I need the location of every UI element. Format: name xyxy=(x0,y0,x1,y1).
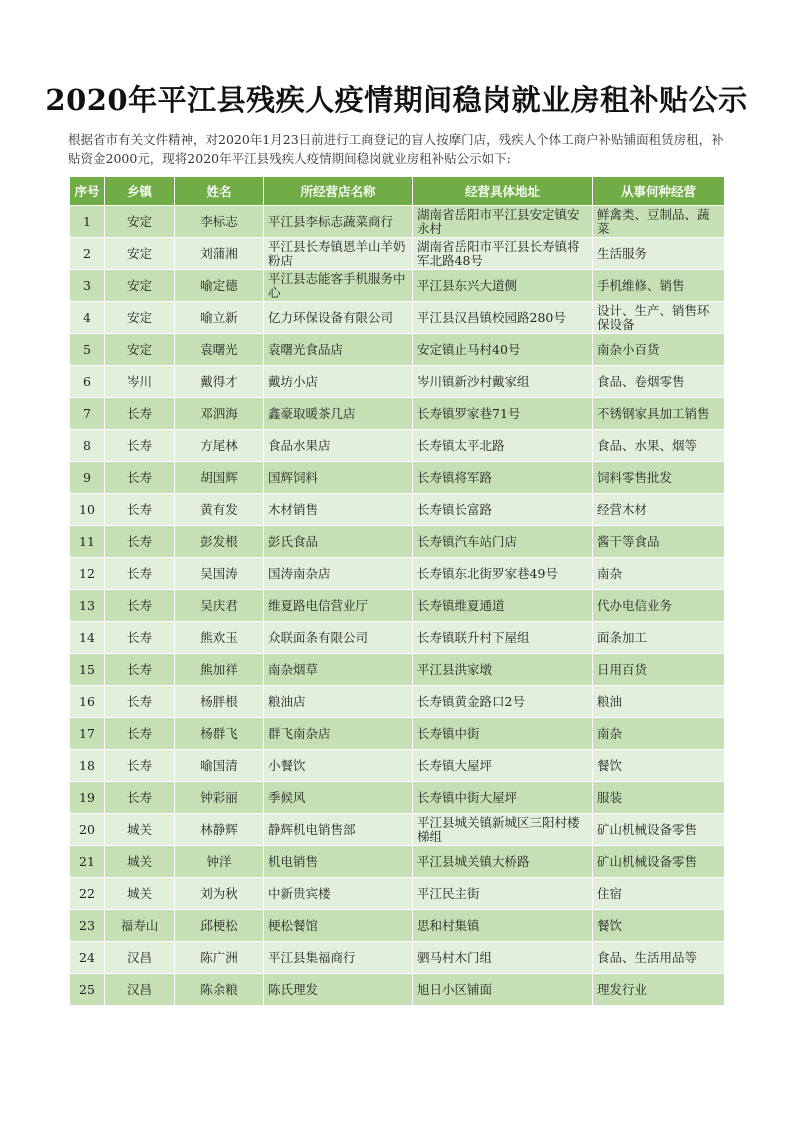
cell-address: 平江县洪家墩 xyxy=(413,654,593,686)
cell-township: 福寿山 xyxy=(105,910,175,942)
table-row xyxy=(70,590,725,622)
col-header-address: 经营具体地址 xyxy=(413,177,593,206)
cell-township: 长寿 xyxy=(105,750,175,782)
cell-store: 梗松餐馆 xyxy=(264,910,413,942)
cell-address: 长寿镇长富路 xyxy=(413,494,593,526)
cell-business: 食品、卷烟零售 xyxy=(593,366,725,398)
cell-township: 城关 xyxy=(105,878,175,910)
cell-index: 23 xyxy=(70,910,105,942)
cell-index: 25 xyxy=(70,974,105,1006)
cell-name: 熊加祥 xyxy=(175,654,264,686)
cell-name: 戴得才 xyxy=(175,366,264,398)
cell-address: 思和村集镇 xyxy=(413,910,593,942)
cell-business: 南杂 xyxy=(593,718,725,750)
cell-business: 饲料零售批发 xyxy=(593,462,725,494)
table-row xyxy=(70,846,725,878)
cell-name: 刘蒲湘 xyxy=(175,238,264,270)
cell-store: 亿力环保设备有限公司 xyxy=(264,302,413,334)
cell-address: 长寿镇东北街罗家巷49号 xyxy=(413,558,593,590)
cell-business: 面条加工 xyxy=(593,622,725,654)
table-row xyxy=(70,526,725,558)
header-row xyxy=(70,177,725,206)
page-title: 2020年平江县残疾人疫情期间稳岗就业房租补贴公示 xyxy=(45,83,748,117)
cell-address: 安定镇止马村40号 xyxy=(413,334,593,366)
cell-address: 平江县城关镇新城区三阳村楼梯组 xyxy=(413,814,593,846)
table-row xyxy=(70,558,725,590)
cell-index: 10 xyxy=(70,494,105,526)
subsidy-table xyxy=(69,176,725,1006)
cell-store: 彭氏食品 xyxy=(264,526,413,558)
cell-name: 黄有发 xyxy=(175,494,264,526)
cell-address: 长寿镇维夏通道 xyxy=(413,590,593,622)
cell-business: 代办电信业务 xyxy=(593,590,725,622)
cell-address: 湖南省岳阳市平江县长寿镇将军北路48号 xyxy=(413,238,593,270)
cell-name: 邓泗海 xyxy=(175,398,264,430)
cell-name: 袁曙光 xyxy=(175,334,264,366)
table-row xyxy=(70,910,725,942)
cell-township: 长寿 xyxy=(105,558,175,590)
cell-township: 安定 xyxy=(105,270,175,302)
cell-township: 岑川 xyxy=(105,366,175,398)
cell-address: 驷马村木门组 xyxy=(413,942,593,974)
cell-business: 餐饮 xyxy=(593,910,725,942)
cell-business: 经营木材 xyxy=(593,494,725,526)
cell-address: 长寿镇联升村下屋组 xyxy=(413,622,593,654)
cell-index: 2 xyxy=(70,238,105,270)
cell-township: 长寿 xyxy=(105,462,175,494)
cell-index: 18 xyxy=(70,750,105,782)
table-row xyxy=(70,430,725,462)
cell-store: 南杂烟草 xyxy=(264,654,413,686)
cell-name: 陈余粮 xyxy=(175,974,264,1006)
cell-name: 邱梗松 xyxy=(175,910,264,942)
cell-township: 长寿 xyxy=(105,430,175,462)
cell-store: 群飞南杂店 xyxy=(264,718,413,750)
cell-address: 长寿镇大屋坪 xyxy=(413,750,593,782)
cell-index: 21 xyxy=(70,846,105,878)
cell-store: 陈氏理发 xyxy=(264,974,413,1006)
cell-business: 矿山机械设备零售 xyxy=(593,846,725,878)
cell-index: 3 xyxy=(70,270,105,302)
cell-address: 平江民主街 xyxy=(413,878,593,910)
cell-store: 木材销售 xyxy=(264,494,413,526)
cell-business: 餐饮 xyxy=(593,750,725,782)
cell-index: 22 xyxy=(70,878,105,910)
cell-township: 汉昌 xyxy=(105,942,175,974)
cell-address: 湖南省岳阳市平江县安定镇安永村 xyxy=(413,206,593,238)
cell-name: 杨群飞 xyxy=(175,718,264,750)
cell-address: 长寿镇罗家巷71号 xyxy=(413,398,593,430)
cell-business: 粮油 xyxy=(593,686,725,718)
cell-index: 7 xyxy=(70,398,105,430)
cell-township: 长寿 xyxy=(105,718,175,750)
table-row xyxy=(70,654,725,686)
cell-business: 理发行业 xyxy=(593,974,725,1006)
table-row xyxy=(70,398,725,430)
cell-name: 喻立新 xyxy=(175,302,264,334)
cell-address: 旭日小区铺面 xyxy=(413,974,593,1006)
cell-township: 安定 xyxy=(105,302,175,334)
table-row xyxy=(70,782,725,814)
cell-business: 南杂小百货 xyxy=(593,334,725,366)
cell-business: 食品、生活用品等 xyxy=(593,942,725,974)
cell-index: 8 xyxy=(70,430,105,462)
cell-store: 食品水果店 xyxy=(264,430,413,462)
col-header-township: 乡镇 xyxy=(105,177,175,206)
cell-store: 静辉机电销售部 xyxy=(264,814,413,846)
cell-business: 服装 xyxy=(593,782,725,814)
cell-business: 日用百货 xyxy=(593,654,725,686)
cell-index: 19 xyxy=(70,782,105,814)
cell-township: 安定 xyxy=(105,206,175,238)
table-row xyxy=(70,334,725,366)
cell-township: 安定 xyxy=(105,238,175,270)
cell-name: 林静辉 xyxy=(175,814,264,846)
cell-store: 平江县集福商行 xyxy=(264,942,413,974)
cell-name: 陈广洲 xyxy=(175,942,264,974)
cell-address: 平江县城关镇大桥路 xyxy=(413,846,593,878)
cell-township: 长寿 xyxy=(105,782,175,814)
cell-index: 16 xyxy=(70,686,105,718)
cell-name: 胡国辉 xyxy=(175,462,264,494)
cell-store: 平江县长寿镇恩羊山羊奶粉店 xyxy=(264,238,413,270)
cell-name: 熊欢玉 xyxy=(175,622,264,654)
cell-business: 不锈钢家具加工销售 xyxy=(593,398,725,430)
table-row xyxy=(70,942,725,974)
cell-name: 吴庆君 xyxy=(175,590,264,622)
cell-store: 小餐饮 xyxy=(264,750,413,782)
col-header-name: 姓名 xyxy=(175,177,264,206)
table-row xyxy=(70,750,725,782)
cell-name: 钟彩丽 xyxy=(175,782,264,814)
cell-township: 汉昌 xyxy=(105,974,175,1006)
cell-township: 长寿 xyxy=(105,494,175,526)
cell-index: 17 xyxy=(70,718,105,750)
col-header-index: 序号 xyxy=(70,177,105,206)
table-row xyxy=(70,686,725,718)
cell-store: 季候风 xyxy=(264,782,413,814)
table-header xyxy=(70,177,725,206)
cell-address: 长寿镇太平北路 xyxy=(413,430,593,462)
table-row xyxy=(70,974,725,1006)
table-row xyxy=(70,302,725,334)
cell-business: 矿山机械设备零售 xyxy=(593,814,725,846)
cell-township: 长寿 xyxy=(105,590,175,622)
cell-name: 钟洋 xyxy=(175,846,264,878)
cell-township: 长寿 xyxy=(105,622,175,654)
intro-paragraph: 根据省市有关文件精神，对2020年1月23日前进行工商登记的盲人按摩门店，残疾人个体工商户补贴铺面租赁房租，补贴资金2000元，现将2020年平江县残疾人疫情期间稳岗就业房租补贴公示如下: xyxy=(68,132,724,166)
cell-index: 13 xyxy=(70,590,105,622)
cell-store: 维夏路电信营业厅 xyxy=(264,590,413,622)
cell-index: 24 xyxy=(70,942,105,974)
cell-township: 长寿 xyxy=(105,526,175,558)
cell-name: 杨胖根 xyxy=(175,686,264,718)
table-row xyxy=(70,718,725,750)
cell-name: 吴国涛 xyxy=(175,558,264,590)
cell-township: 长寿 xyxy=(105,398,175,430)
cell-name: 喻国清 xyxy=(175,750,264,782)
cell-address: 平江县汉昌镇校园路280号 xyxy=(413,302,593,334)
cell-store: 鑫豪取暖茶几店 xyxy=(264,398,413,430)
cell-name: 李标志 xyxy=(175,206,264,238)
cell-address: 长寿镇中街 xyxy=(413,718,593,750)
cell-name: 刘为秋 xyxy=(175,878,264,910)
cell-store: 戴坊小店 xyxy=(264,366,413,398)
cell-index: 11 xyxy=(70,526,105,558)
cell-store: 粮油店 xyxy=(264,686,413,718)
table-row xyxy=(70,366,725,398)
cell-index: 12 xyxy=(70,558,105,590)
cell-township: 长寿 xyxy=(105,654,175,686)
cell-index: 15 xyxy=(70,654,105,686)
cell-business: 南杂 xyxy=(593,558,725,590)
cell-name: 彭发根 xyxy=(175,526,264,558)
cell-township: 长寿 xyxy=(105,686,175,718)
cell-index: 14 xyxy=(70,622,105,654)
cell-business: 食品、水果、烟等 xyxy=(593,430,725,462)
cell-address: 长寿镇中街大屋坪 xyxy=(413,782,593,814)
col-header-business: 从事何种经营 xyxy=(593,177,725,206)
table-row xyxy=(70,494,725,526)
table-row xyxy=(70,878,725,910)
cell-store: 中新贵宾楼 xyxy=(264,878,413,910)
cell-index: 20 xyxy=(70,814,105,846)
cell-business: 手机维修、销售 xyxy=(593,270,725,302)
table-row xyxy=(70,238,725,270)
table-body xyxy=(70,206,725,1006)
cell-name: 喻定德 xyxy=(175,270,264,302)
cell-address: 岑川镇新沙村戴家组 xyxy=(413,366,593,398)
cell-address: 长寿镇将军路 xyxy=(413,462,593,494)
cell-address: 长寿镇黄金路口2号 xyxy=(413,686,593,718)
table-row xyxy=(70,814,725,846)
cell-index: 5 xyxy=(70,334,105,366)
cell-store: 平江县志能客手机服务中心 xyxy=(264,270,413,302)
cell-store: 国辉饲料 xyxy=(264,462,413,494)
cell-address: 平江县东兴大道侧 xyxy=(413,270,593,302)
cell-store: 众联面条有限公司 xyxy=(264,622,413,654)
table-row xyxy=(70,622,725,654)
cell-business: 生活服务 xyxy=(593,238,725,270)
cell-township: 安定 xyxy=(105,334,175,366)
cell-business: 住宿 xyxy=(593,878,725,910)
cell-index: 9 xyxy=(70,462,105,494)
cell-index: 1 xyxy=(70,206,105,238)
table-row xyxy=(70,462,725,494)
cell-store: 国涛南杂店 xyxy=(264,558,413,590)
cell-store: 袁曙光食品店 xyxy=(264,334,413,366)
cell-name: 方尾林 xyxy=(175,430,264,462)
cell-index: 6 xyxy=(70,366,105,398)
cell-township: 城关 xyxy=(105,814,175,846)
cell-business: 设计、生产、销售环保设备 xyxy=(593,302,725,334)
table-row xyxy=(70,270,725,302)
cell-store: 机电销售 xyxy=(264,846,413,878)
cell-store: 平江县李标志蔬菜商行 xyxy=(264,206,413,238)
cell-township: 城关 xyxy=(105,846,175,878)
col-header-store: 所经营店名称 xyxy=(264,177,413,206)
cell-index: 4 xyxy=(70,302,105,334)
cell-business: 鲜禽类、豆制品、蔬菜 xyxy=(593,206,725,238)
cell-business: 酱干等食品 xyxy=(593,526,725,558)
cell-address: 长寿镇汽车站门店 xyxy=(413,526,593,558)
table-row xyxy=(70,206,725,238)
